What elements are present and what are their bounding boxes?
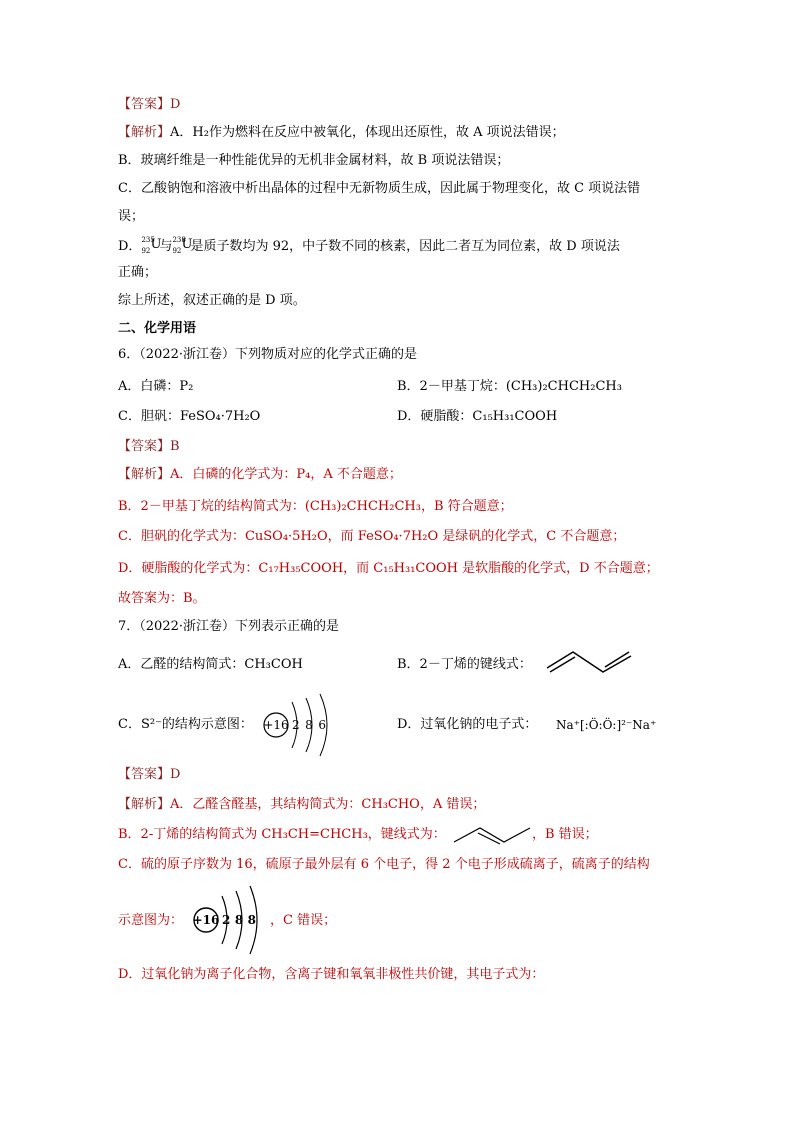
butene-skeletal-icon — [545, 648, 635, 676]
summary-line: 综上所述，叙述正确的是 D 项。 — [118, 293, 306, 308]
atomic-number: 92 — [172, 247, 182, 255]
sulfur-ion-structure-diagram — [262, 692, 342, 760]
answer-tag: 【答案】 — [118, 767, 171, 782]
sulfur-ion-structure-diagram-2 — [192, 884, 272, 956]
answer-line-7 — [118, 766, 180, 784]
shell-electrons: 2 8 6 — [292, 718, 326, 732]
q6-option-c: C．胆矾：FeSO₄·7H₂O — [118, 409, 261, 424]
answer-line-6 — [118, 438, 180, 456]
conclusion-6: 故答案为：B。 — [118, 591, 206, 606]
answer-tag: 【答案】 — [118, 97, 171, 112]
analysis-line-c-cont: 误； — [118, 209, 145, 224]
answer-value: B — [170, 439, 180, 454]
analysis-tag: 【解析】 — [118, 467, 171, 482]
analysis-tag: 【解析】 — [118, 797, 171, 812]
analysis-line-b: B．玻璃纤维是一种性能优异的无机非金属材料，故 B 项说法错误； — [118, 153, 510, 168]
analysis-line-6a — [118, 466, 402, 484]
analysis-line-c: C．乙酸钠饱和溶液中析出晶体的过程中无新物质生成，因此属于物理变化，故 C 项说法错 — [118, 181, 641, 196]
q7-option-b: B．2－丁烯的键线式： — [397, 657, 532, 672]
answer-value: D — [170, 767, 181, 782]
butene-skeletal-icon-2 — [452, 822, 532, 846]
prefix: D． — [118, 239, 142, 254]
analysis-text: A．乙醛含醛基，其结构简式为：CH₃CHO，A 错误； — [170, 797, 486, 812]
mass-number: 238 — [172, 236, 186, 244]
answer-tag: 【答案】 — [118, 439, 171, 454]
analysis-line-7c-tail: ，C 错误； — [270, 913, 337, 928]
analysis-line-6c: C．胆矾的化学式为：CuSO₄·5H₂O，而 FeSO₄·7H₂O 是绿矾的化学式，C 不合题意； — [118, 529, 626, 544]
analysis-line-7d: D．过氧化钠为离子化合物，含离子键和氧氧非极性共价键，其电子式为： — [118, 967, 545, 982]
analysis-text: A．白磷的化学式为：P₄，A 不合题意； — [170, 467, 402, 482]
analysis-line-d-cont: 正确； — [118, 265, 158, 280]
answer-line-1 — [118, 96, 180, 114]
analysis-tag: 【解析】 — [118, 125, 171, 140]
question-6: 6．（2022·浙江卷）下列物质对应的化学式正确的是 — [118, 347, 417, 362]
analysis-line-7c-cont: 示意图为： — [118, 913, 184, 928]
analysis-line-d — [118, 236, 620, 256]
analysis-line-1 — [118, 124, 565, 142]
analysis-line-7a — [118, 796, 485, 814]
atomic-number: 92 — [141, 247, 151, 255]
analysis-line-7b-tail: ，B 错误； — [532, 827, 598, 842]
shell-electrons: 2 8 8 — [222, 913, 256, 927]
answer-value: D — [170, 97, 181, 112]
suffix: 是质子数均为 92，中子数不同的核素，因此二者互为同位素，故 D 项说法 — [190, 239, 620, 254]
q6-option-a: A．白磷：P₂ — [118, 379, 194, 394]
analysis-text: A．H₂作为燃料在反应中被氧化，体现出还原性，故 A 项说法错误； — [170, 125, 565, 140]
sodium-peroxide-electron-formula: Na⁺[:Ö:Ö:]²⁻Na⁺ — [556, 718, 657, 732]
q7-option-a: A．乙醛的结构简式：CH₃COH — [118, 657, 303, 672]
isotope-u235: 235 92 U — [141, 236, 159, 252]
q7-option-d: D．过氧化钠的电子式： — [397, 717, 538, 732]
nucleus-label: +16 — [192, 913, 220, 927]
nucleus-label: +16 — [263, 718, 289, 732]
connector: 与 — [159, 239, 173, 254]
analysis-line-7c: C．硫的原子序数为 16，硫原子最外层有 6 个电子，得 2 个电子形成硫离子，硫离子的结构 — [118, 857, 650, 872]
q6-option-d: D．硬脂酸：C₁₅H₃₁COOH — [397, 409, 558, 424]
section-heading: 二、化学用语 — [118, 321, 197, 336]
q7-option-c: C．S²⁻的结构示意图： — [118, 717, 253, 732]
analysis-line-6b: B．2－甲基丁烷的结构简式为：(CH₃)₂CHCH₂CH₃，B 符合题意； — [118, 499, 513, 514]
analysis-text: B．2-丁烯的结构简式为 CH₃CH=CHCH₃，键线式为： — [118, 827, 446, 842]
isotope-u238: 238 92 U — [172, 236, 190, 252]
q6-option-b: B．2－甲基丁烷：(CH₃)₂CHCH₂CH₃ — [397, 379, 622, 394]
analysis-line-6d: D．硬脂酸的化学式为：C₁₇H₃₅COOH，而 C₁₅H₃₁COOH 是软脂酸的化学式，D 不合题意； — [118, 561, 659, 576]
analysis-line-7b — [118, 826, 446, 844]
mass-number: 235 — [141, 236, 155, 244]
question-7: 7．（2022·浙江卷）下列表示正确的是 — [118, 619, 339, 634]
